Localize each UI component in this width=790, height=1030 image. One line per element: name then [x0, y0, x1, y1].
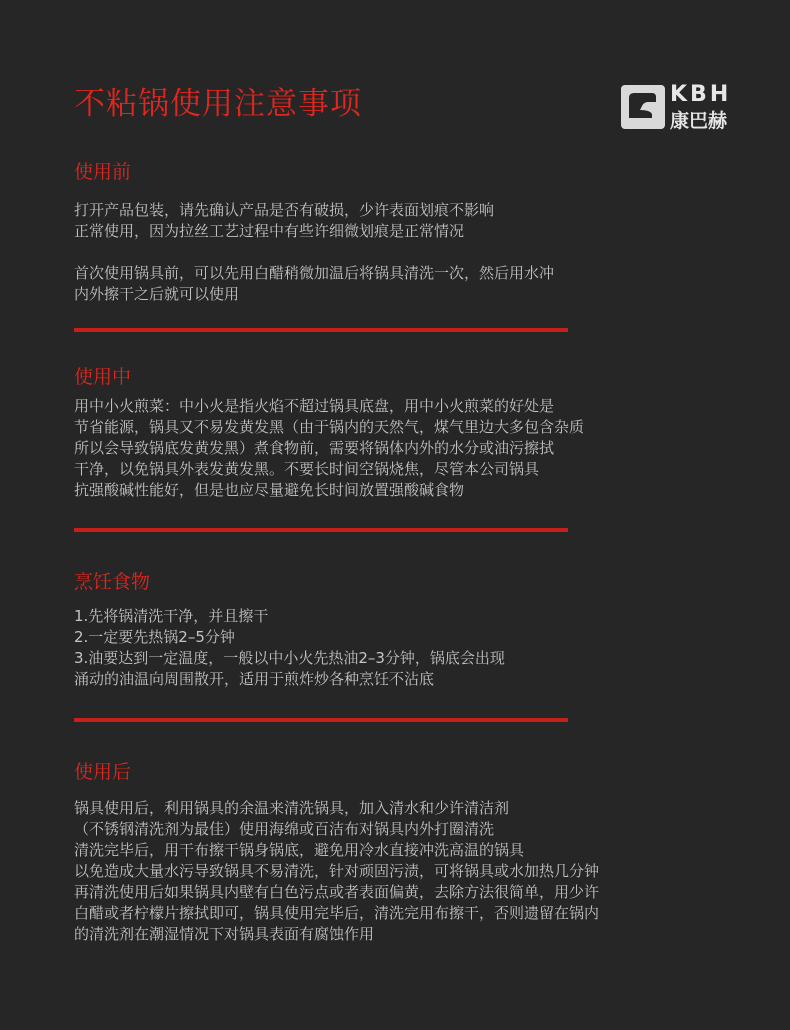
- text-line: 用中小火煎菜：中小火是指火焰不超过锅具底盘，用中小火煎菜的好处是: [74, 397, 555, 415]
- text-line: （不锈钢清洗剂为最佳）使用海绵或百洁布对锅具内外打圈清洗: [74, 820, 495, 838]
- text-line: 打开产品包装，请先确认产品是否有破损，少许表面划痕不影响: [74, 201, 495, 219]
- logo-text-en: KBH: [670, 82, 732, 107]
- text-line: 的清洗剂在潮湿情况下对锅具表面有腐蚀作用: [74, 925, 375, 943]
- text-line: 涌动的油温向周围散开，适用于煎炸炒各种烹饪不沾底: [74, 670, 435, 688]
- text-line: 锅具使用后，利用锅具的余温来清洗锅具，加入清水和少许清洁剂: [74, 799, 510, 817]
- text-line: 节省能源，锅具又不易发黄发黑（由于锅内的天然气，煤气里边大多包含杂质: [74, 418, 585, 436]
- text-line: 1.先将锅清洗干净，并且擦干: [74, 607, 269, 625]
- text-line: 3.油要达到一定温度，一般以中小火先热油2–3分钟，锅底会出现: [74, 649, 505, 667]
- section-heading: 使用前: [74, 161, 132, 183]
- section-divider: [74, 528, 568, 532]
- section-heading: 使用后: [74, 761, 132, 783]
- text-line: 干净，以免锅具外表发黄发黑。不要长时间空锅烧焦，尽管本公司锅具: [74, 460, 540, 478]
- text-line: 以免造成大量水污导致锅具不易清洗，针对顽固污渍，可将锅具或水加热几分钟: [74, 862, 600, 880]
- text-line: 所以会导致锅底发黄发黑）煮食物前，需要将锅体内外的水分或油污擦拭: [74, 439, 555, 457]
- text-line: 清洗完毕后，用干布擦干锅身锅底，避免用冷水直接冲洗高温的锅具: [74, 841, 525, 859]
- text-line: 抗强酸碱性能好，但是也应尽量避免长时间放置强酸碱食物: [74, 481, 465, 499]
- text-line: 正常使用，因为拉丝工艺过程中有些许细微划痕是正常情况: [74, 222, 465, 240]
- text-line: 再清洗使用后如果锅具内壁有白色污点或者表面偏黄，去除方法很简单，用少许: [74, 883, 600, 901]
- brand-logo: [620, 84, 746, 130]
- section-cooking: [74, 570, 714, 690]
- logo-icon: [620, 84, 666, 130]
- text-line: 内外擦干之后就可以使用: [74, 285, 240, 303]
- text-line: 首次使用锅具前，可以先用白醋稍微加温后将锅具清洗一次，然后用水冲: [74, 264, 555, 282]
- page-title: 不粘锅使用注意事项: [74, 86, 362, 122]
- text-line: 白醋或者柠檬片擦拭即可，锅具使用完毕后，清洗完用布擦干，否则遗留在锅内: [74, 904, 600, 922]
- logo-text-cn: 康巴赫: [670, 110, 728, 132]
- text-line: 2.一定要先热锅2–5分钟: [74, 628, 235, 646]
- section-during-use: [74, 365, 714, 501]
- section-heading: 使用中: [74, 366, 132, 388]
- section-after-use: [74, 760, 714, 945]
- section-divider: [74, 718, 568, 722]
- section-divider: [74, 328, 568, 332]
- section-heading: 烹饪食物: [74, 571, 151, 593]
- section-before-use: [74, 160, 714, 305]
